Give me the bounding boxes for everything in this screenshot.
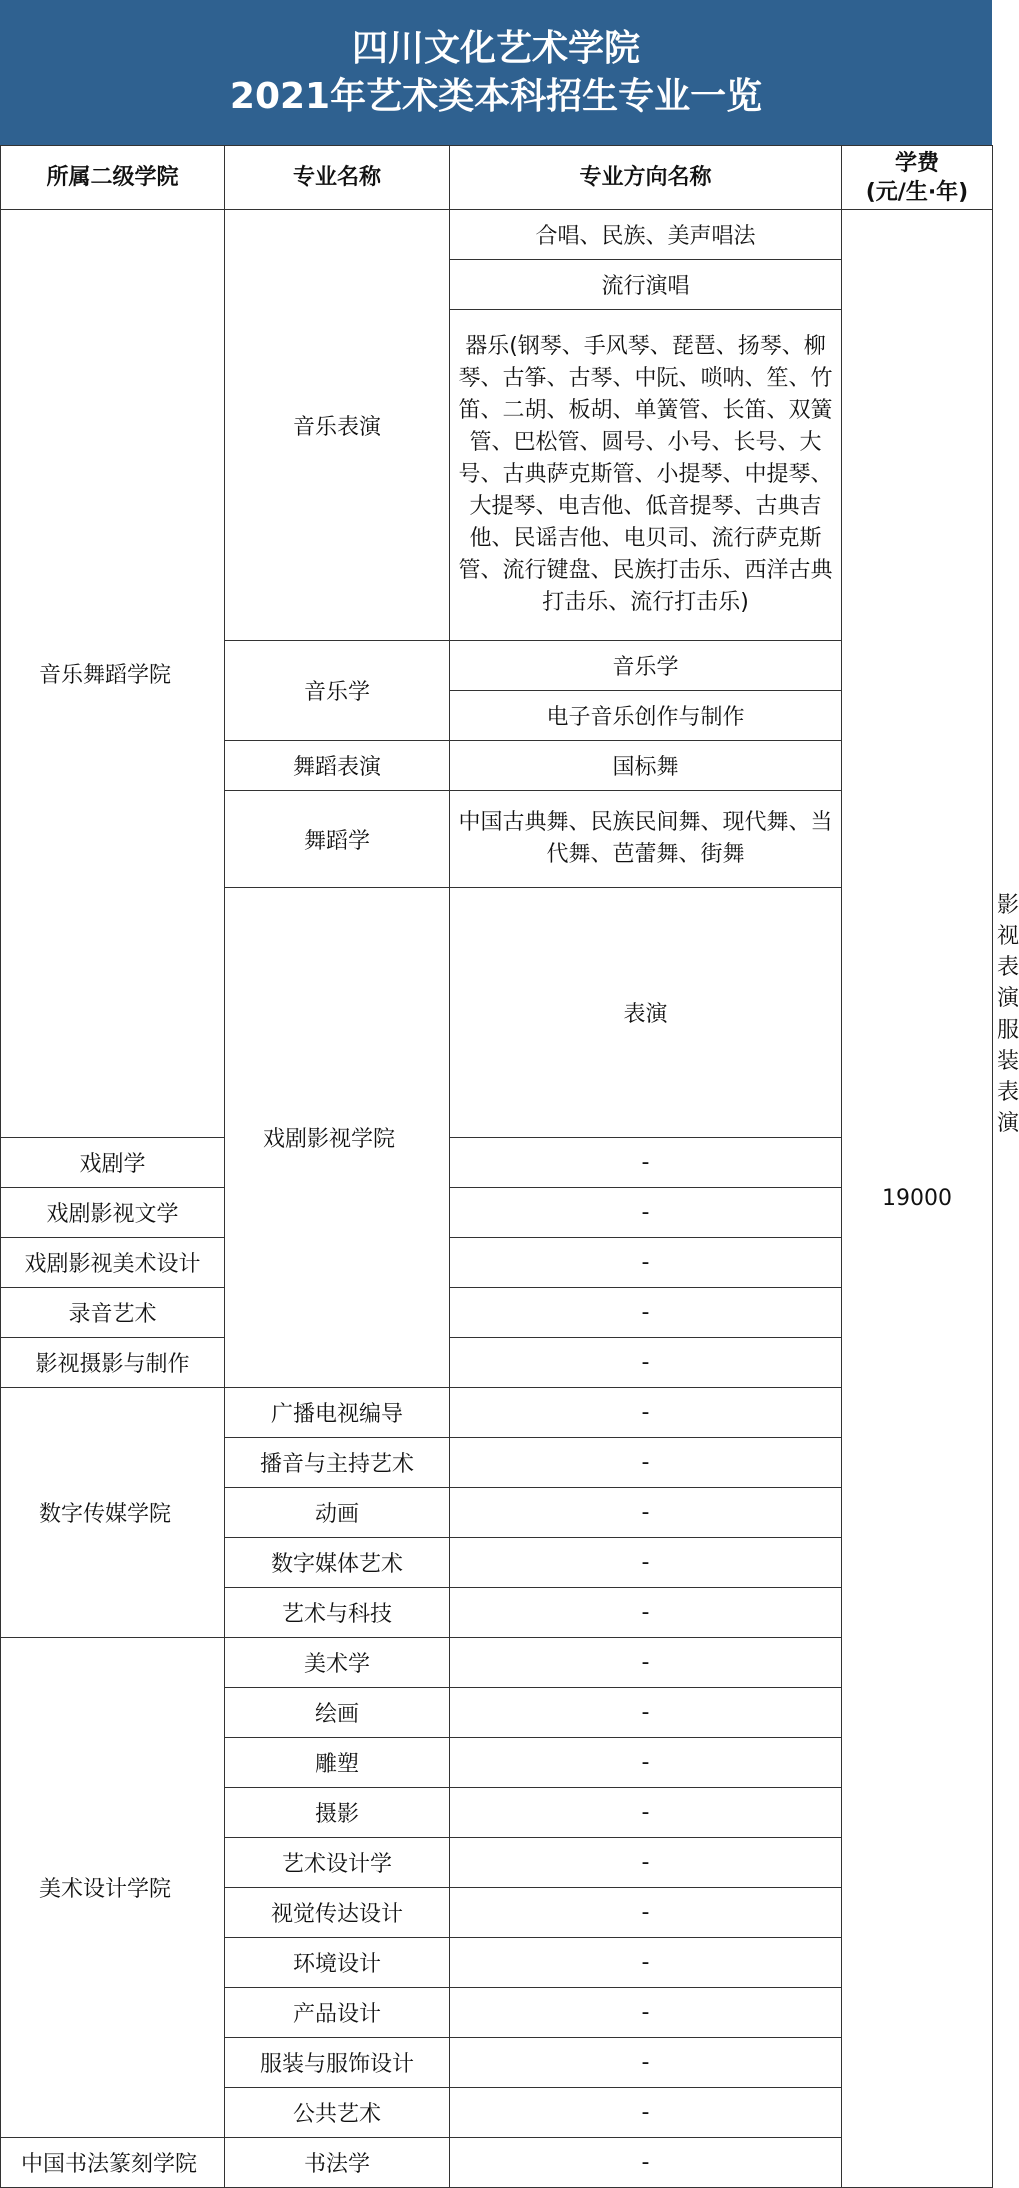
direction-cell: -	[450, 1838, 842, 1888]
school-cell: 数字传媒学院	[1, 1388, 225, 1638]
major-cell: 音乐表演	[225, 210, 450, 641]
school-cell: 戏剧影视学院	[225, 888, 450, 1388]
table-row: 服装表演	[997, 1018, 1019, 1136]
major-cell: 戏剧学	[1, 1138, 225, 1188]
major-cell: 动画	[225, 1488, 450, 1538]
major-cell: 戏剧影视美术设计	[1, 1238, 225, 1288]
direction-cell: 流行演唱	[450, 260, 842, 310]
header-title: 四川文化艺术学院	[351, 27, 640, 69]
school-cell: 音乐舞蹈学院	[1, 210, 225, 1138]
direction-cell: -	[450, 1338, 842, 1388]
major-cell: 表演	[450, 888, 842, 1138]
major-cell: 视觉传达设计	[225, 1888, 450, 1938]
major-cell: 数字媒体艺术	[225, 1538, 450, 1588]
direction-cell: 合唱、民族、美声唱法	[450, 210, 842, 260]
direction-cell: -	[450, 2038, 842, 2088]
direction-cell: -	[450, 1288, 842, 1338]
fee-cell: 19000	[842, 210, 993, 2188]
direction-cell: -	[450, 2138, 842, 2188]
major-cell: 雕塑	[225, 1738, 450, 1788]
direction-cell: -	[450, 1238, 842, 1288]
major-cell: 戏剧影视文学	[1, 1188, 225, 1238]
major-cell: 服装与服饰设计	[225, 2038, 450, 2088]
major-cell: 舞蹈学	[225, 791, 450, 888]
major-cell: 环境设计	[225, 1938, 450, 1988]
direction-cell: -	[450, 1788, 842, 1838]
direction-cell: 中国古典舞、民族民间舞、现代舞、当代舞、芭蕾舞、街舞	[450, 791, 842, 888]
major-cell: 公共艺术	[225, 2088, 450, 2138]
major-cell: 艺术与科技	[225, 1588, 450, 1638]
col-header-fee-title: 学费	[894, 150, 939, 176]
school-cell: 中国书法篆刻学院	[1, 2138, 225, 2188]
major-cell: 录音艺术	[1, 1288, 225, 1338]
direction-cell: 器乐(钢琴、手风琴、琵琶、扬琴、柳琴、古筝、古琴、中阮、唢呐、笙、竹笛、二胡、板胡、单簧管、长笛、双簧管、巴松管、圆号、小号、长号、大号、古典萨克斯管、小提琴、中提琴、大提琴、电吉他、低音提琴、古典吉他、民谣吉他、电贝司、流行萨克斯管、流行键盘、民族打击乐、西洋古典打击乐、流行打击乐)	[450, 310, 842, 641]
majors-table	[0, 145, 1019, 2188]
direction-cell: -	[450, 1738, 842, 1788]
major-cell: 书法学	[225, 2138, 450, 2188]
major-cell: 绘画	[225, 1688, 450, 1738]
col-header-major: 专业名称	[225, 146, 450, 210]
page-header	[0, 0, 992, 145]
direction-cell: -	[450, 1588, 842, 1638]
direction-cell: -	[450, 1538, 842, 1588]
major-cell: 音乐学	[225, 641, 450, 741]
major-cell: 舞蹈表演	[225, 741, 450, 791]
direction-cell: 电子音乐创作与制作	[450, 691, 842, 741]
major-cell: 艺术设计学	[225, 1838, 450, 1888]
header-subtitle: 2021年艺术类本科招生专业一览	[229, 75, 763, 117]
direction-cell: -	[450, 1688, 842, 1738]
major-cell: 广播电视编导	[225, 1388, 450, 1438]
direction-cell: -	[450, 1638, 842, 1688]
col-header-school: 所属二级学院	[1, 146, 225, 210]
direction-cell: -	[450, 1938, 842, 1988]
table-row: 戏剧影视学院 表演 影视表演	[1, 888, 993, 1013]
direction-cell: 音乐学	[450, 641, 842, 691]
direction-cell: -	[450, 1388, 842, 1438]
direction-cell: -	[450, 1888, 842, 1938]
direction-cell: -	[450, 1138, 842, 1188]
direction-cell: -	[450, 1988, 842, 2038]
col-header-fee-unit: (元/生·年)	[865, 179, 969, 205]
major-cell: 产品设计	[225, 1988, 450, 2038]
table-row	[1, 210, 993, 260]
col-header-fee	[842, 146, 993, 210]
direction-cell: -	[450, 2088, 842, 2138]
table-header-row	[1, 146, 993, 210]
school-cell: 美术设计学院	[1, 1638, 225, 2138]
major-cell: 影视摄影与制作	[1, 1338, 225, 1388]
direction-cell: -	[450, 1438, 842, 1488]
direction-cell: -	[450, 1488, 842, 1538]
major-cell: 播音与主持艺术	[225, 1438, 450, 1488]
col-header-direction: 专业方向名称	[450, 146, 842, 210]
direction-cell: -	[450, 1188, 842, 1238]
major-cell: 摄影	[225, 1788, 450, 1838]
direction-cell: 国标舞	[450, 741, 842, 791]
major-cell: 美术学	[225, 1638, 450, 1688]
